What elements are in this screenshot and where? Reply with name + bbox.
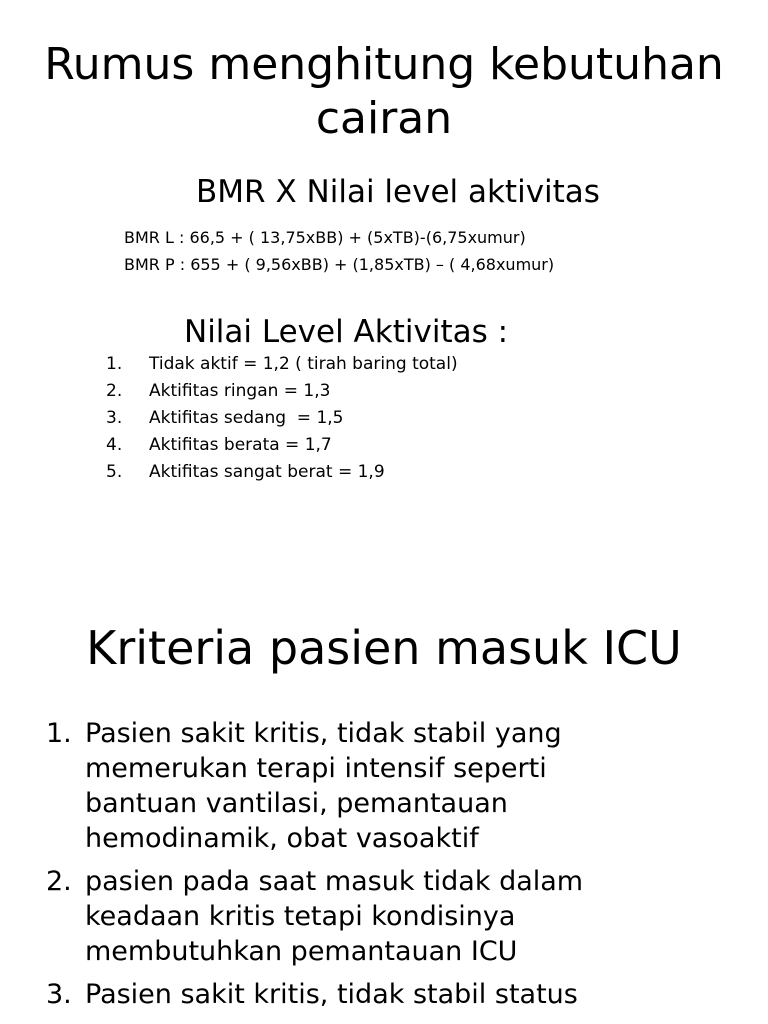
criteria-list	[0, 716, 685, 1020]
list-item-number: 1.	[46, 718, 72, 749]
list-item-text: Aktifitas berata = 1,7	[149, 435, 332, 455]
list-item-text: Aktifitas sangat berat = 1,9	[149, 462, 385, 482]
list-item	[0, 977, 685, 1012]
list-item-number: 4.	[106, 435, 123, 455]
list-item-number: 5.	[106, 462, 123, 482]
list-item-text: Tidak aktif = 1,2 ( tirah baring total)	[149, 354, 458, 374]
slide-icu-criteria	[0, 590, 768, 1024]
list-item-number: 1.	[106, 354, 123, 374]
slide-title: Rumus menghitung kebutuhan cairan	[44, 39, 724, 144]
list-item-number: 2.	[106, 381, 123, 401]
list-item	[0, 716, 685, 856]
slide-subtitle: BMR X Nilai level aktivitas	[196, 174, 600, 210]
bmr-formula-male: BMR L : 66,5 + ( 13,75xBB) + (5xTB)-(6,75xumur)	[124, 228, 526, 247]
list-item-number: 3.	[46, 979, 72, 1010]
list-item	[0, 864, 685, 969]
list-item-number: 3.	[106, 408, 123, 428]
list-item-text: Pasien sakit kritis, tidak stabil yang memerukan terapi intensif seperti bantuan vantilasi, pemantauan hemodinamik, obat vasoaktif	[85, 718, 562, 854]
slide-title: Kriteria pasien masuk ICU	[86, 621, 682, 675]
list-item-text: Aktifitas sedang = 1,5	[149, 408, 344, 428]
list-item-text: pasien pada saat masuk tidak dalam keadaan kritis tetapi kondisinya membutuhkan pemantauan ICU	[85, 866, 584, 967]
levels-heading: Nilai Level Aktivitas :	[184, 314, 509, 350]
list-item-text: Aktifitas ringan = 1,3	[149, 381, 331, 401]
bmr-formula-female: BMR P : 655 + ( 9,56xBB) + (1,85xTB) – ( 4,68xumur)	[124, 255, 555, 274]
list-item-text: Pasien sakit kritis, tidak stabil status	[85, 979, 578, 1010]
list-item-number: 2.	[46, 866, 72, 897]
